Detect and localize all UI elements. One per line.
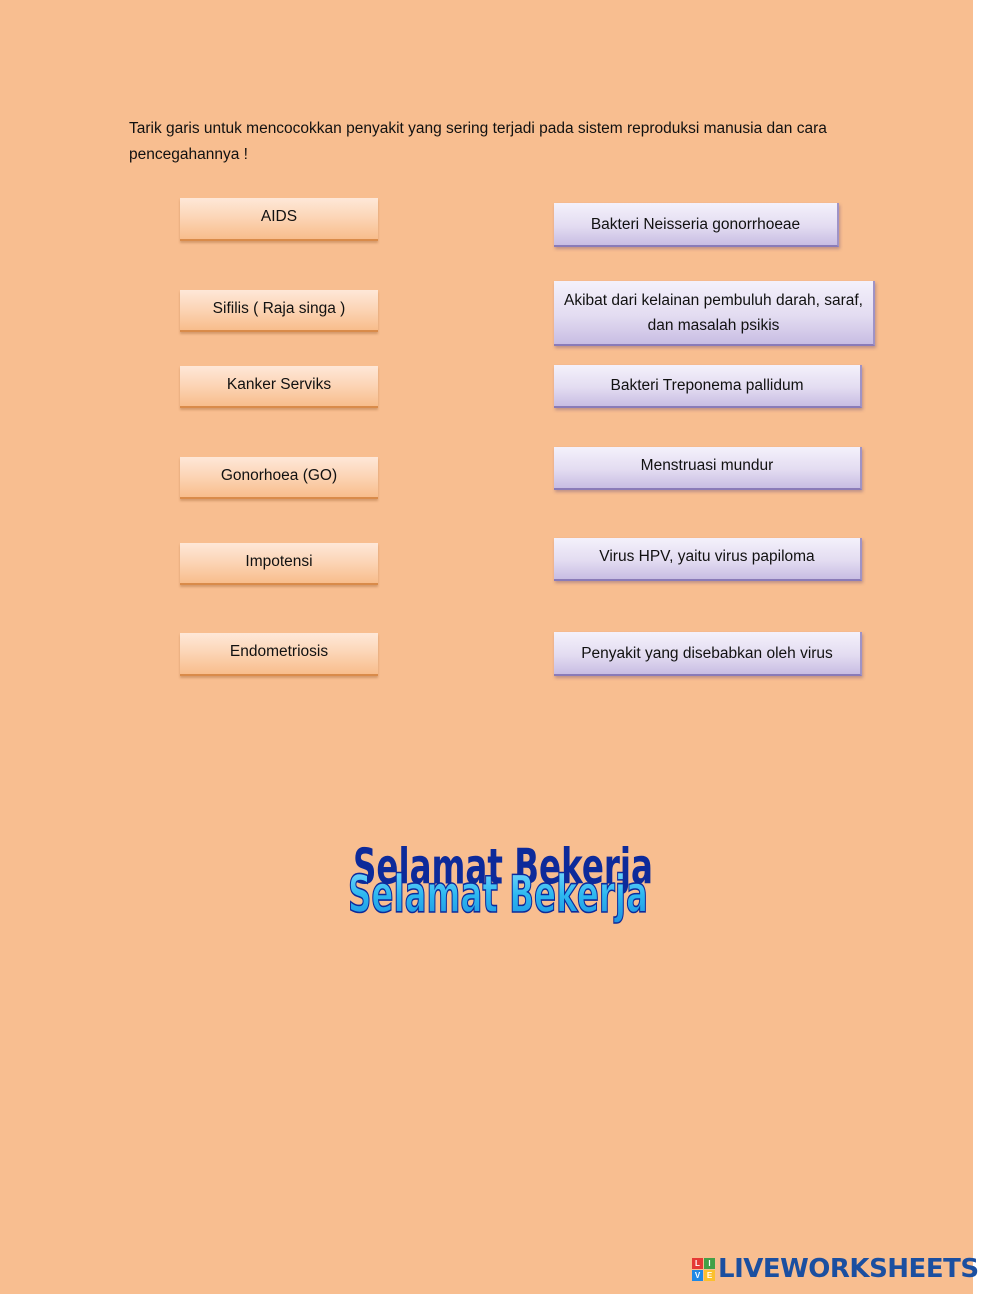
liveworksheets-logo [692,1253,979,1285]
right-item-virus[interactable]: Penyakit yang disebabkan oleh virus [554,632,862,676]
left-item-impotensi[interactable]: Impotensi [180,543,378,585]
logo-text: LIVEWORKSHEETS [718,1254,979,1284]
left-item-aids[interactable]: AIDS [180,198,378,241]
logo-letter-v: V [692,1270,703,1281]
wordart-text: Selamat Bekerja [348,865,648,925]
left-item-kanker-serviks[interactable]: Kanker Serviks [180,366,378,408]
logo-letter-i: I [704,1258,715,1269]
wordart-title [340,842,660,932]
right-item-treponema[interactable]: Bakteri Treponema pallidum [554,365,862,408]
right-item-menstruasi[interactable]: Menstruasi mundur [554,447,862,490]
logo-letter-l: L [692,1258,703,1269]
left-item-endometriosis[interactable]: Endometriosis [180,633,378,676]
left-item-gonorhoea[interactable]: Gonorhoea (GO) [180,457,378,499]
right-item-virus-hpv[interactable]: Virus HPV, yaitu virus papiloma [554,538,862,581]
instruction-text: Tarik garis untuk mencocokkan penyakit yang sering terjadi pada sistem reproduksi manusia dan cara pencegahannya ! [129,120,827,163]
logo-icon [692,1258,715,1281]
right-item-neisseria[interactable]: Bakteri Neisseria gonorrhoeae [554,203,839,247]
logo-letter-e: E [704,1270,715,1281]
right-item-kelainan-pembuluh[interactable]: Akibat dari kelainan pembuluh darah, saraf, dan masalah psikis [554,281,875,346]
left-item-sifilis[interactable]: Sifilis ( Raja singa ) [180,290,378,332]
wordart-shadow: Selamat Bekerja [353,842,653,896]
